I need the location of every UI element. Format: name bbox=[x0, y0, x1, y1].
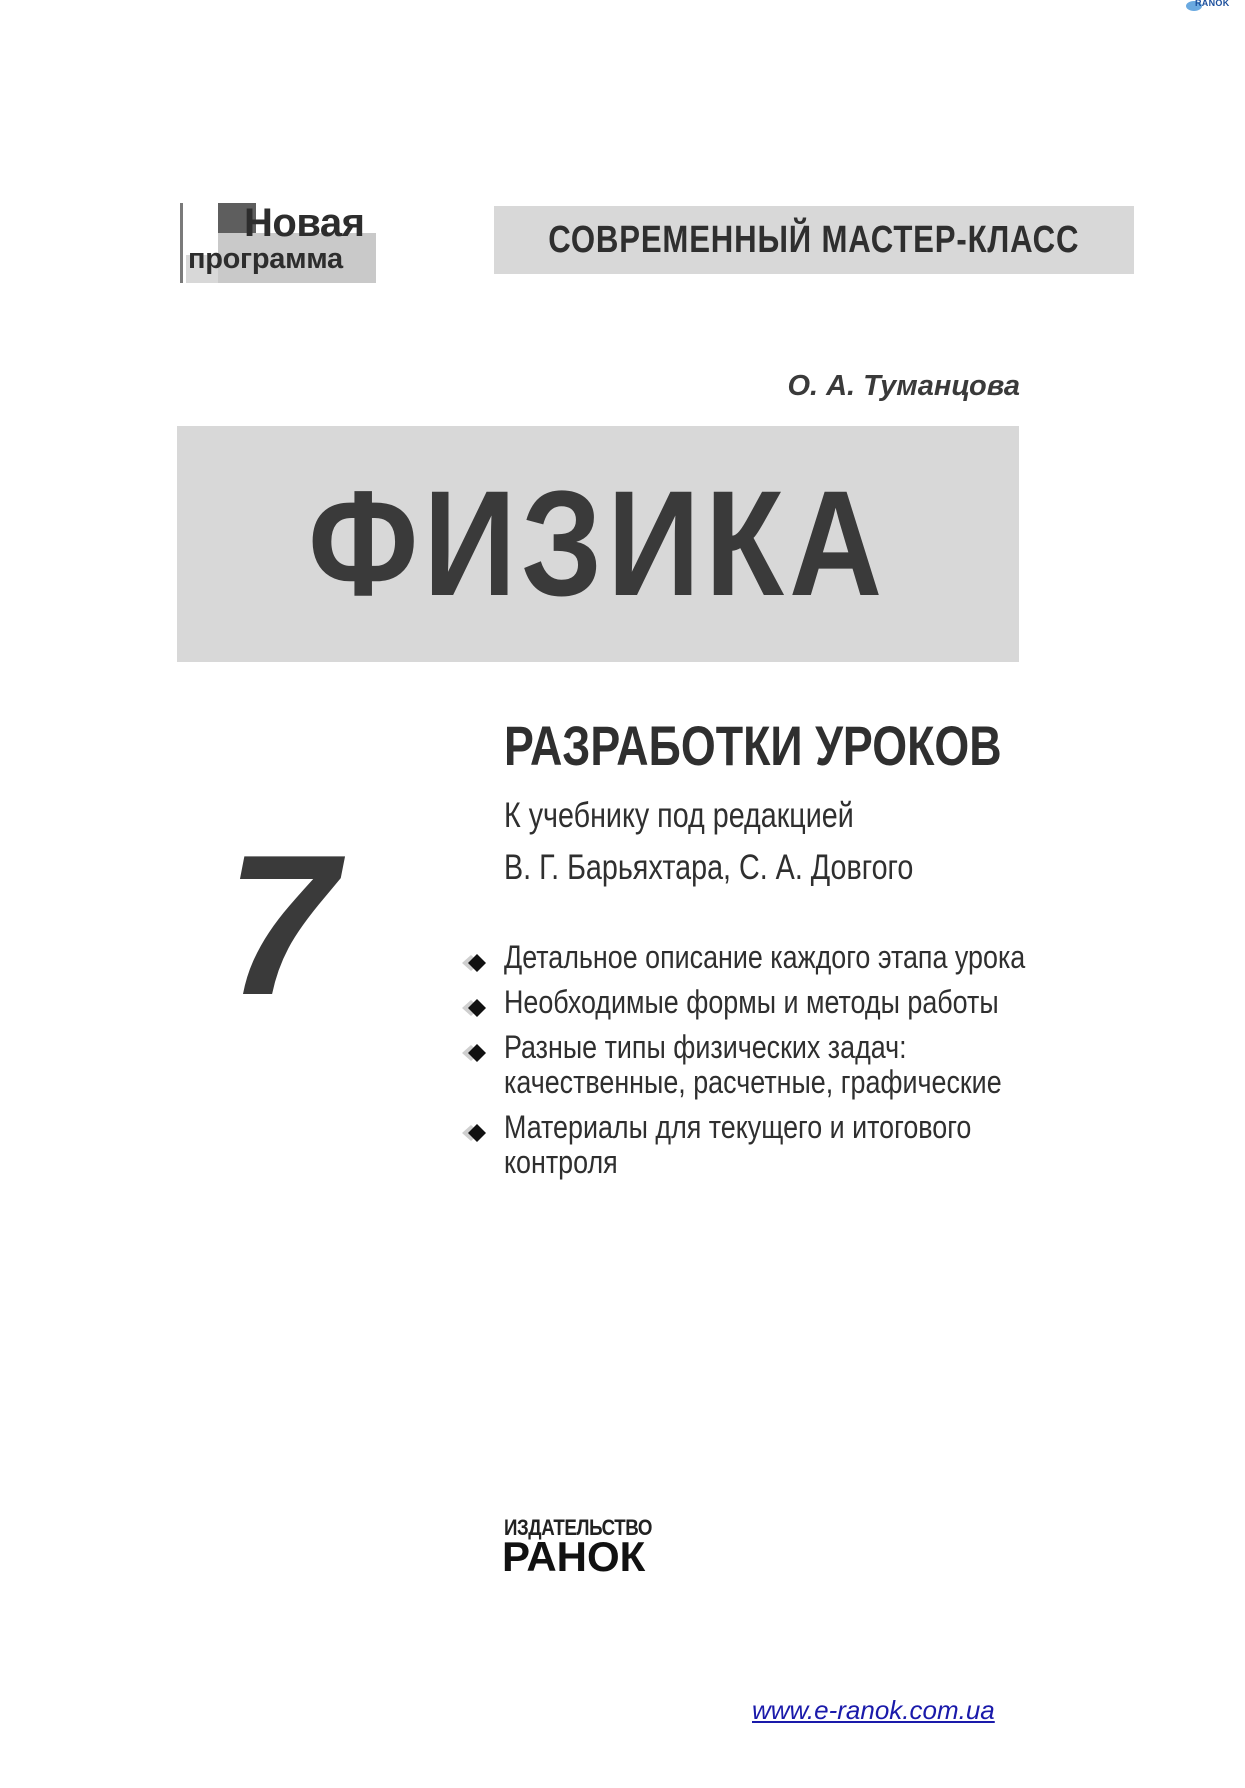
feature-text: Разные типы физических задач: bbox=[504, 1029, 907, 1065]
badge-rule bbox=[180, 203, 183, 283]
feature-text: Необходимые формы и методы работы bbox=[504, 984, 999, 1020]
textbook-reference bbox=[504, 790, 1003, 894]
grade-number: 7 bbox=[226, 814, 338, 1037]
textbook-line-2: В. Г. Барьяхтара, С. А. Довгого bbox=[504, 848, 914, 887]
feature-text: Материалы для текущего и итогового bbox=[504, 1109, 972, 1145]
feature-text: Детальное описание каждого этапа урока bbox=[504, 939, 1026, 975]
subtitle-text: РАЗРАБОТКИ УРОКОВ bbox=[504, 714, 1002, 777]
book-title bbox=[177, 459, 1019, 627]
diamond-bullet-icon bbox=[452, 997, 492, 1019]
feature-item bbox=[452, 1030, 1092, 1100]
badge-line-1: Новая bbox=[244, 201, 365, 245]
feature-item bbox=[452, 940, 1092, 975]
publisher-name: РАНОК bbox=[502, 1533, 646, 1580]
book-title-text: ФИЗИКА bbox=[308, 459, 888, 627]
feature-item bbox=[452, 985, 1092, 1020]
diamond-bullet-icon bbox=[452, 1122, 492, 1144]
new-program-badge bbox=[180, 203, 376, 283]
textbook-line-1: К учебнику под редакцией bbox=[504, 796, 854, 835]
series-banner bbox=[494, 206, 1134, 274]
corner-logo-text: RANOK bbox=[1195, 0, 1230, 8]
author: О. А. Туманцова bbox=[787, 370, 1020, 402]
corner-publisher-logo bbox=[1185, 0, 1243, 14]
publisher-caption-text: ИЗДАТЕЛЬСТВО bbox=[504, 1515, 652, 1540]
diamond-bullet-icon bbox=[452, 952, 492, 974]
diamond-bullet-icon bbox=[452, 1042, 492, 1064]
feature-list bbox=[452, 940, 1092, 1190]
website-link[interactable]: www.e-ranok.com.ua bbox=[752, 1695, 995, 1725]
feature-text: контроля bbox=[504, 1144, 618, 1180]
feature-item bbox=[452, 1110, 1092, 1180]
series-label: СОВРЕМЕННЫЙ МАСТЕР-КЛАСС bbox=[548, 218, 1080, 261]
feature-text: качественные, расчетные, графические bbox=[504, 1064, 1002, 1100]
subtitle bbox=[504, 714, 1126, 778]
badge-line-2: программа bbox=[188, 243, 343, 275]
